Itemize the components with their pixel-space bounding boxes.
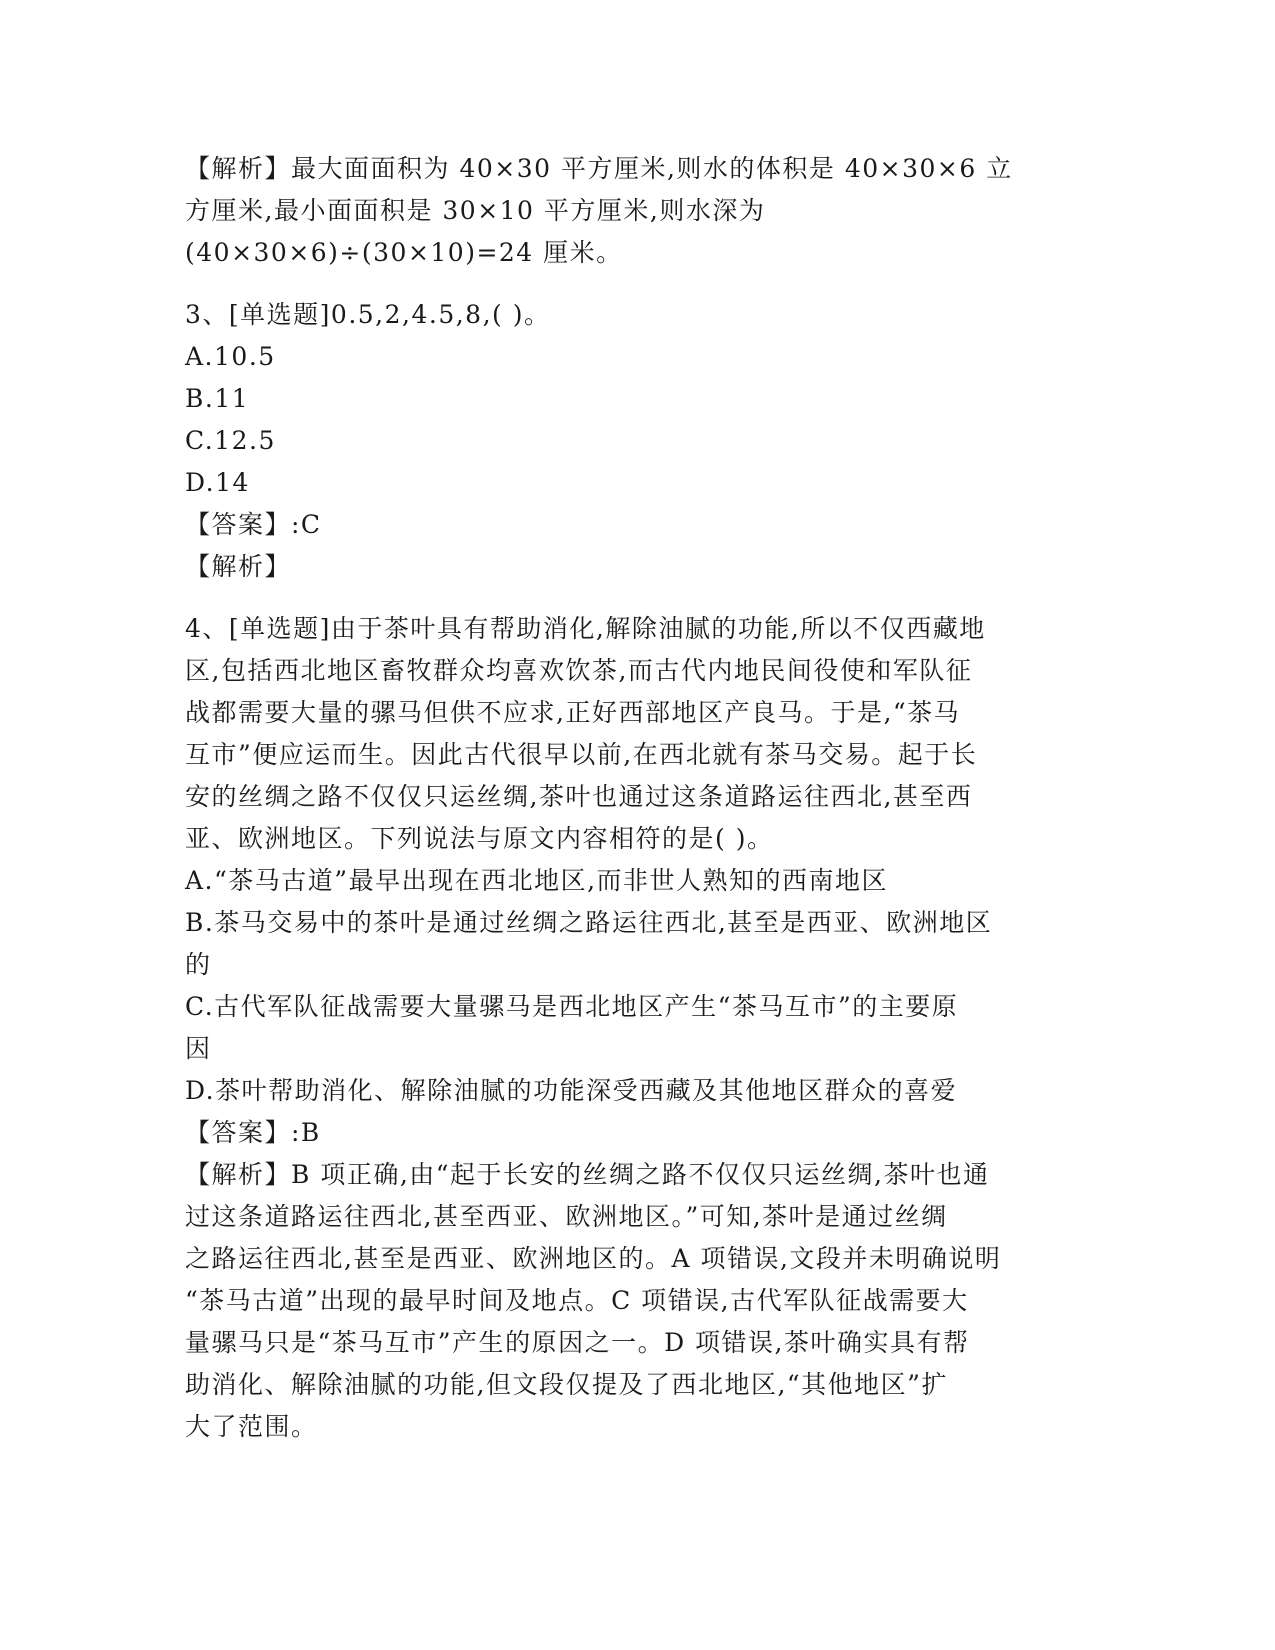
question-4-stem-line: 区,包括西北地区畜牧群众均喜欢饮茶,而古代内地民间役使和军队征: [185, 656, 973, 685]
question-3-stem: 3、[单选题]0.5,2,4.5,8,( )。: [185, 300, 551, 329]
question-4: [185, 608, 1085, 1448]
question-4-stem-line: 安的丝绸之路不仅仅只运丝绸,茶叶也通过这条道路运往西北,甚至西: [185, 782, 973, 811]
option-d: D.茶叶帮助消化、解除油腻的功能深受西藏及其他地区群众的喜爱: [185, 1076, 958, 1105]
option-a: A.10.5: [185, 342, 276, 371]
option-b: B.11: [185, 384, 250, 413]
option-a: A.“茶马古道”最早出现在西北地区,而非世人熟知的西南地区: [185, 866, 889, 895]
option-b-continued: 的: [185, 950, 212, 979]
analysis-line: 量骡马只是“茶马互市”产生的原因之一。D 项错误,茶叶确实具有帮: [185, 1328, 970, 1357]
question-4-stem-line: 互市”便应运而生。因此古代很早以前,在西北就有茶马交易。起于长: [185, 740, 978, 769]
option-c: C.12.5: [185, 426, 276, 455]
question-4-stem-line: 4、[单选题]由于茶叶具有帮助消化,解除油腻的功能,所以不仅西藏地: [185, 614, 986, 643]
question-4-stem-line: 亚、欧洲地区。下列说法与原文内容相符的是( )。: [185, 824, 774, 853]
option-d: D.14: [185, 468, 250, 497]
question-3-analysis: 【解析】: [185, 552, 292, 581]
analysis-line: 之路运往西北,甚至是西亚、欧洲地区的。A 项错误,文段并未明确说明: [185, 1244, 1002, 1273]
question-3: [185, 294, 1085, 588]
question-3-answer: 【答案】:C: [185, 510, 322, 539]
analysis-line: (40×30×6)÷(30×10)=24 厘米。: [185, 238, 623, 267]
option-c: C.古代军队征战需要大量骡马是西北地区产生“茶马互市”的主要原: [185, 992, 959, 1021]
q2-analysis: [185, 148, 1085, 274]
option-c-continued: 因: [185, 1034, 212, 1063]
document-page: [185, 148, 1085, 1448]
question-4-stem-line: 战都需要大量的骡马但供不应求,正好西部地区产良马。于是,“茶马: [185, 698, 961, 727]
question-4-answer: 【答案】:B: [185, 1118, 321, 1147]
analysis-line: 助消化、解除油腻的功能,但文段仅提及了西北地区,“其他地区”扩: [185, 1370, 948, 1399]
analysis-line: 方厘米,最小面面积是 30×10 平方厘米,则水深为: [185, 196, 766, 225]
analysis-line: 【解析】B 项正确,由“起于长安的丝绸之路不仅仅只运丝绸,茶叶也通: [185, 1160, 990, 1189]
analysis-line: “茶马古道”出现的最早时间及地点。C 项错误,古代军队征战需要大: [185, 1286, 969, 1315]
analysis-line: 过这条道路运往西北,甚至西亚、欧洲地区。”可知,茶叶是通过丝绸: [185, 1202, 948, 1231]
option-b: B.茶马交易中的茶叶是通过丝绸之路运往西北,甚至是西亚、欧洲地区: [185, 908, 993, 937]
analysis-line: 大了范围。: [185, 1412, 318, 1441]
analysis-line: 【解析】最大面面积为 40×30 平方厘米,则水的体积是 40×30×6 立: [185, 154, 1013, 183]
